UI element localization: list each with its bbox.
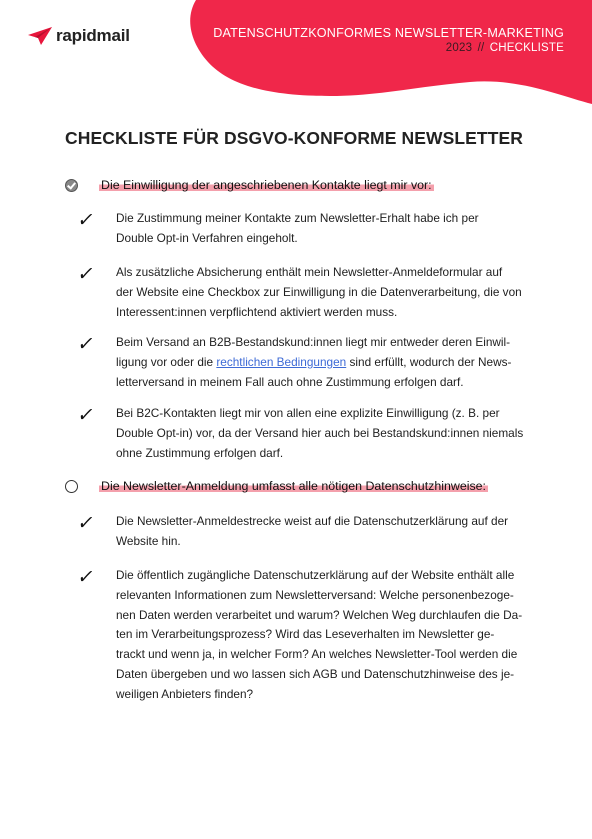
section-privacy-heading[interactable] bbox=[65, 479, 488, 493]
checklist-item-text: Als zusätzliche Absicherung enthält mein Newsletter-Anmeldeformular auf der Website eine Checkbox zur Einwilligung in die Datenverarbeitung, die von Interessent:innen verpflichtend aktiviert werden muss. bbox=[116, 265, 522, 319]
checklist-item bbox=[75, 263, 528, 322]
checked-circle-icon[interactable] bbox=[65, 179, 78, 192]
legal-conditions-link[interactable]: rechtlichen Bedingungen bbox=[216, 354, 347, 369]
logo-text: rapidmail bbox=[56, 26, 130, 45]
checklist-item-text: Die Zustimmung meiner Kontakte zum Newsletter-Erhalt habe ich per Double Opt-in Verfahren eingeholt. bbox=[116, 211, 479, 245]
checklist-item bbox=[75, 512, 528, 552]
paper-plane-icon bbox=[27, 26, 53, 46]
header-title: DATENSCHUTZKONFORMES NEWSLETTER-MARKETING bbox=[213, 26, 564, 40]
page-title: CHECKLISTE FÜR DSGVO-KONFORME NEWSLETTER bbox=[65, 128, 524, 148]
checkmark-icon: ✓ bbox=[75, 405, 97, 426]
item-text-after-link: sind erfüllt, wodurch der News- letterversand in meinem Fall auch ohne Zustimmung erfolgen darf. bbox=[116, 354, 512, 389]
checkmark-icon: ✓ bbox=[75, 210, 97, 231]
checklist-item-text: Bei B2C-Kontakten liegt mir von allen eine explizite Einwilligung (z. B. per Double Opt-in) vor, da der Versand hier auch bei Bestandskund:innen niemals ohne Zustimmung erfolgen darf. bbox=[116, 406, 524, 460]
checklist-item-text: Die Newsletter-Anmeldestrecke weist auf die Datenschutzerklärung auf der Website hin. bbox=[116, 514, 509, 548]
checkmark-icon: ✓ bbox=[75, 264, 97, 285]
checkmark-icon: ✓ bbox=[75, 513, 97, 534]
checkmark-icon: ✓ bbox=[75, 334, 97, 355]
section-consent-heading[interactable] bbox=[65, 178, 434, 192]
item-text-before-link: Beim Versand an B2B-Bestandskund:innen liegt mir entweder deren Einwil- ligung vor oder die bbox=[116, 335, 511, 369]
header-year: 2023 bbox=[445, 42, 473, 54]
checkmark-icon: ✓ bbox=[75, 567, 97, 588]
checklist-item bbox=[75, 566, 528, 705]
checklist-item-text bbox=[116, 333, 528, 392]
checklist-item bbox=[75, 404, 528, 463]
header-title-block bbox=[213, 26, 564, 56]
checklist-item bbox=[75, 209, 528, 249]
rapidmail-logo[interactable] bbox=[27, 26, 130, 46]
header-subtitle bbox=[213, 41, 564, 56]
header-checklist-label: CHECKLISTE bbox=[489, 42, 564, 54]
section-heading-text: Die Newsletter-Anmeldung umfasst alle nötigen Datenschutzhinweise: bbox=[101, 479, 486, 493]
checklist-item bbox=[75, 333, 528, 392]
checklist-item-text: Die öffentlich zugängliche Datenschutzerklärung auf der Website enthält alle relevanten Informationen zum Newsletterversand: Welche personenbezoge- nen Daten werden verarbeitet und warum? Welchen Weg durchlaufen die Da- ten im Verarbeitungsprozess? Wird das Leseverhalten im Newsletter ge- trackt und wenn ja, in welcher Form? An welches Newsletter-Tool werden die Daten übergeben und wo lassen sich AGB und Datenschutzhinweise des je- weiligen Anbieters finden? bbox=[116, 568, 523, 701]
header-separator: // bbox=[477, 42, 485, 54]
section-heading-text: Die Einwilligung der angeschriebenen Kontakte liegt mir vor: bbox=[101, 178, 432, 192]
empty-circle-icon[interactable] bbox=[65, 480, 78, 493]
